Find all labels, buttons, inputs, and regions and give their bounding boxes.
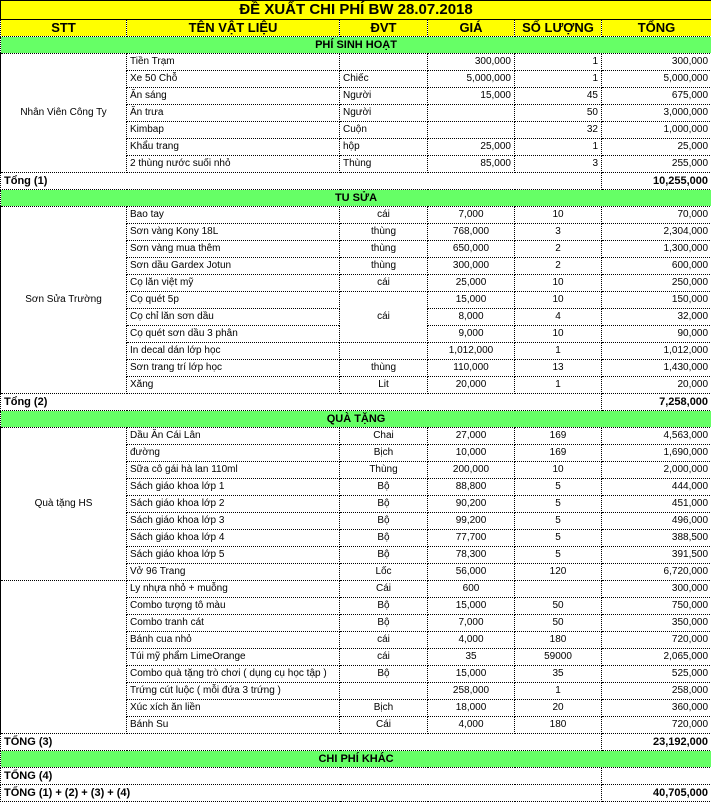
item-total[interactable]: 496,000 xyxy=(602,513,711,530)
total-row-3 xyxy=(1,734,711,751)
item-price[interactable]: 258,000 xyxy=(428,683,515,700)
item-total[interactable]: 300,000 xyxy=(602,54,711,71)
item-qty[interactable]: 5 xyxy=(515,479,602,496)
item-total[interactable]: 3,000,000 xyxy=(602,105,711,122)
item-price[interactable]: 15,000 xyxy=(428,292,515,309)
item-unit[interactable]: Lit xyxy=(340,377,428,394)
item-unit[interactable] xyxy=(340,54,428,71)
item-name[interactable]: Sách giáo khoa lớp 3 xyxy=(127,513,340,530)
section-header-row xyxy=(1,190,711,207)
item-total[interactable]: 258,000 xyxy=(602,683,711,700)
header-qty[interactable]: SỐ LƯỢNG xyxy=(515,20,602,37)
item-price[interactable]: 300,000 xyxy=(428,258,515,275)
item-qty[interactable] xyxy=(515,581,602,598)
item-name[interactable]: Sữa cô gái hà lan 110ml xyxy=(127,462,340,479)
item-qty[interactable]: 180 xyxy=(515,717,602,734)
item-name[interactable]: Túi mỹ phẩm LimeOrange xyxy=(127,649,340,666)
item-total[interactable]: 600,000 xyxy=(602,258,711,275)
item-qty[interactable]: 120 xyxy=(515,564,602,581)
item-unit[interactable]: Bộ xyxy=(340,479,428,496)
table-row xyxy=(1,54,711,71)
item-qty[interactable]: 1 xyxy=(515,377,602,394)
item-unit[interactable] xyxy=(340,683,428,700)
table-row xyxy=(1,428,711,445)
total-row-2 xyxy=(1,394,711,411)
item-unit[interactable]: Lốc xyxy=(340,564,428,581)
item-qty[interactable]: 3 xyxy=(515,156,602,173)
item-unit[interactable]: Chai xyxy=(340,428,428,445)
item-name[interactable]: Khẩu trang xyxy=(127,139,340,156)
total-label[interactable]: TỔNG (4) xyxy=(1,768,602,785)
item-qty[interactable]: 5 xyxy=(515,547,602,564)
item-total[interactable]: 675,000 xyxy=(602,88,711,105)
item-qty[interactable]: 10 xyxy=(515,292,602,309)
item-unit[interactable]: thùng xyxy=(340,224,428,241)
item-total[interactable]: 1,000,000 xyxy=(602,122,711,139)
item-price[interactable]: 25,000 xyxy=(428,275,515,292)
item-qty[interactable]: 1 xyxy=(515,54,602,71)
item-unit[interactable]: Bộ xyxy=(340,666,428,683)
item-name[interactable]: Ăn sáng xyxy=(127,88,340,105)
item-qty[interactable]: 50 xyxy=(515,105,602,122)
item-total[interactable]: 1,690,000 xyxy=(602,445,711,462)
item-qty[interactable]: 1 xyxy=(515,343,602,360)
item-name[interactable]: Xăng xyxy=(127,377,340,394)
item-total[interactable]: 250,000 xyxy=(602,275,711,292)
item-price[interactable]: 15,000 xyxy=(428,598,515,615)
item-qty[interactable]: 50 xyxy=(515,615,602,632)
item-qty[interactable]: 13 xyxy=(515,360,602,377)
item-price[interactable]: 768,000 xyxy=(428,224,515,241)
total-value[interactable]: 10,255,000 xyxy=(602,173,711,190)
item-unit[interactable]: Bộ xyxy=(340,530,428,547)
section-header-row xyxy=(1,751,711,768)
item-qty[interactable]: 32 xyxy=(515,122,602,139)
item-qty[interactable]: 4 xyxy=(515,309,602,326)
header-name[interactable]: TÊN VẬT LIỆU xyxy=(127,20,340,37)
item-total[interactable]: 90,000 xyxy=(602,326,711,343)
table-row xyxy=(1,581,711,598)
item-price[interactable]: 35 xyxy=(428,649,515,666)
item-total[interactable]: 20,000 xyxy=(602,377,711,394)
item-unit[interactable]: Bộ xyxy=(340,615,428,632)
item-total[interactable]: 444,000 xyxy=(602,479,711,496)
item-unit[interactable]: Người xyxy=(340,105,428,122)
item-total[interactable]: 2,065,000 xyxy=(602,649,711,666)
header-stt[interactable]: STT xyxy=(1,20,127,37)
item-price[interactable]: 90,200 xyxy=(428,496,515,513)
item-total[interactable]: 360,000 xyxy=(602,700,711,717)
item-price[interactable]: 4,000 xyxy=(428,717,515,734)
total-row-1 xyxy=(1,173,711,190)
item-total[interactable]: 451,000 xyxy=(602,496,711,513)
header-price[interactable]: GIÁ xyxy=(428,20,515,37)
item-name[interactable]: Ăn trưa xyxy=(127,105,340,122)
group-label[interactable]: Quà tặng HS xyxy=(1,428,127,581)
item-unit[interactable]: hộp xyxy=(340,139,428,156)
total-label[interactable]: Tổng (1) xyxy=(1,173,602,190)
item-qty[interactable]: 1 xyxy=(515,139,602,156)
item-price[interactable]: 10,000 xyxy=(428,445,515,462)
item-price[interactable]: 7,000 xyxy=(428,615,515,632)
item-unit[interactable] xyxy=(340,343,428,360)
item-unit[interactable]: thùng xyxy=(340,360,428,377)
item-price[interactable]: 200,000 xyxy=(428,462,515,479)
total-value[interactable]: 23,192,000 xyxy=(602,734,711,751)
item-unit[interactable]: Thùng xyxy=(340,156,428,173)
item-qty[interactable]: 2 xyxy=(515,258,602,275)
sheet-title[interactable]: ĐỀ XUẤT CHI PHÍ BW 28.07.2018 xyxy=(1,1,711,20)
item-total[interactable]: 1,300,000 xyxy=(602,241,711,258)
item-name[interactable]: Sơn vàng mua thêm xyxy=(127,241,340,258)
section-title[interactable]: TU SỬA xyxy=(1,190,711,207)
item-name[interactable]: Cọ quét 5p xyxy=(127,292,340,309)
item-name[interactable]: đường xyxy=(127,445,340,462)
item-unit[interactable]: Thùng xyxy=(340,462,428,479)
item-qty[interactable]: 169 xyxy=(515,428,602,445)
item-price[interactable]: 99,200 xyxy=(428,513,515,530)
total-row-4 xyxy=(1,768,711,785)
total-value[interactable]: 7,258,000 xyxy=(602,394,711,411)
item-unit[interactable]: Bịch xyxy=(340,445,428,462)
item-total[interactable]: 255,000 xyxy=(602,156,711,173)
item-name[interactable]: Cọ lăn việt mỹ xyxy=(127,275,340,292)
item-name[interactable]: Sách giáo khoa lớp 1 xyxy=(127,479,340,496)
item-total[interactable]: 1,012,000 xyxy=(602,343,711,360)
item-unit[interactable]: Bộ xyxy=(340,598,428,615)
item-unit[interactable]: cái xyxy=(340,632,428,649)
item-price[interactable]: 4,000 xyxy=(428,632,515,649)
total-label[interactable]: TỔNG (1) + (2) + (3) + (4) xyxy=(1,785,602,802)
item-total[interactable]: 70,000 xyxy=(602,207,711,224)
group-label[interactable]: Nhân Viên Công Ty xyxy=(1,54,127,173)
item-name[interactable]: Ly nhựa nhỏ + muỗng xyxy=(127,581,340,598)
item-qty[interactable]: 35 xyxy=(515,666,602,683)
item-qty[interactable]: 180 xyxy=(515,632,602,649)
item-name[interactable]: Dầu Ăn Cái Lân xyxy=(127,428,340,445)
item-qty[interactable]: 5 xyxy=(515,496,602,513)
item-name[interactable]: Kimbap xyxy=(127,122,340,139)
item-price[interactable] xyxy=(428,122,515,139)
item-qty[interactable]: 169 xyxy=(515,445,602,462)
item-total[interactable]: 1,430,000 xyxy=(602,360,711,377)
group-label[interactable] xyxy=(1,581,127,734)
item-name[interactable]: Combo tranh cát xyxy=(127,615,340,632)
item-qty[interactable]: 5 xyxy=(515,513,602,530)
item-name[interactable]: Bánh Su xyxy=(127,717,340,734)
item-price[interactable]: 600 xyxy=(428,581,515,598)
item-total[interactable]: 2,304,000 xyxy=(602,224,711,241)
total-value[interactable] xyxy=(602,768,711,785)
item-name[interactable]: Trứng cút luộc ( mỗi đứa 3 trứng ) xyxy=(127,683,340,700)
item-name[interactable]: Cọ quét sơn dầu 3 phân xyxy=(127,326,340,343)
item-price[interactable]: 15,000 xyxy=(428,88,515,105)
item-qty[interactable]: 10 xyxy=(515,326,602,343)
item-qty[interactable]: 10 xyxy=(515,207,602,224)
item-name[interactable]: Sơn vàng Kony 18L xyxy=(127,224,340,241)
item-name[interactable]: Sách giáo khoa lớp 5 xyxy=(127,547,340,564)
item-price[interactable]: 5,000,000 xyxy=(428,71,515,88)
item-price[interactable] xyxy=(428,105,515,122)
item-total[interactable]: 720,000 xyxy=(602,632,711,649)
item-price[interactable]: 650,000 xyxy=(428,241,515,258)
item-unit[interactable]: thùng xyxy=(340,241,428,258)
item-name[interactable]: Xúc xích ăn liền xyxy=(127,700,340,717)
item-unit[interactable]: thùng xyxy=(340,258,428,275)
item-unit[interactable]: Bộ xyxy=(340,547,428,564)
item-qty[interactable]: 5 xyxy=(515,530,602,547)
item-price[interactable]: 9,000 xyxy=(428,326,515,343)
item-unit[interactable]: Người xyxy=(340,88,428,105)
item-total[interactable]: 6,720,000 xyxy=(602,564,711,581)
item-name[interactable]: Bao tay xyxy=(127,207,340,224)
item-total[interactable]: 750,000 xyxy=(602,598,711,615)
item-price[interactable]: 25,000 xyxy=(428,139,515,156)
item-price[interactable]: 77,700 xyxy=(428,530,515,547)
item-name[interactable]: Cọ chỉ lăn sơn dầu xyxy=(127,309,340,326)
item-name[interactable]: Sơn dầu Gardex Jotun xyxy=(127,258,340,275)
item-unit[interactable]: Bộ xyxy=(340,513,428,530)
item-qty[interactable]: 2 xyxy=(515,241,602,258)
item-unit[interactable]: Chiếc xyxy=(340,71,428,88)
item-price[interactable]: 18,000 xyxy=(428,700,515,717)
item-name[interactable]: Sách giáo khoa lớp 2 xyxy=(127,496,340,513)
item-total[interactable]: 32,000 xyxy=(602,309,711,326)
item-price[interactable]: 110,000 xyxy=(428,360,515,377)
item-total[interactable]: 2,000,000 xyxy=(602,462,711,479)
item-unit[interactable]: Cái xyxy=(340,581,428,598)
item-price[interactable]: 56,000 xyxy=(428,564,515,581)
item-unit[interactable]: cái xyxy=(340,207,428,224)
header-total[interactable]: TỔNG xyxy=(602,20,711,37)
item-qty[interactable]: 3 xyxy=(515,224,602,241)
item-qty[interactable]: 45 xyxy=(515,88,602,105)
item-unit[interactable]: Cái xyxy=(340,717,428,734)
item-price[interactable]: 85,000 xyxy=(428,156,515,173)
item-name[interactable]: 2 thùng nước suối nhỏ xyxy=(127,156,340,173)
item-unit[interactable]: Bịch xyxy=(340,700,428,717)
header-unit[interactable]: ĐVT xyxy=(340,20,428,37)
item-price[interactable]: 1,012,000 xyxy=(428,343,515,360)
item-name[interactable]: Xe 50 Chỗ xyxy=(127,71,340,88)
item-total[interactable]: 4,563,000 xyxy=(602,428,711,445)
item-name[interactable]: Tiền Trạm xyxy=(127,54,340,71)
item-price[interactable]: 7,000 xyxy=(428,207,515,224)
item-qty[interactable]: 20 xyxy=(515,700,602,717)
item-unit[interactable]: Cuộn xyxy=(340,122,428,139)
item-qty[interactable]: 10 xyxy=(515,275,602,292)
item-name[interactable]: Vở 96 Trang xyxy=(127,564,340,581)
item-total[interactable]: 525,000 xyxy=(602,666,711,683)
item-qty[interactable]: 1 xyxy=(515,683,602,700)
item-price[interactable]: 15,000 xyxy=(428,666,515,683)
section-title[interactable]: QUÀ TẶNG xyxy=(1,411,711,428)
item-price[interactable]: 20,000 xyxy=(428,377,515,394)
item-price[interactable]: 8,000 xyxy=(428,309,515,326)
total-label[interactable]: TỔNG (3) xyxy=(1,734,602,751)
total-value[interactable]: 40,705,000 xyxy=(602,785,711,802)
item-unit[interactable]: cái xyxy=(340,649,428,666)
item-qty[interactable]: 1 xyxy=(515,71,602,88)
item-total[interactable]: 150,000 xyxy=(602,292,711,309)
section-header-row xyxy=(1,37,711,54)
item-total[interactable]: 388,500 xyxy=(602,530,711,547)
item-name[interactable]: Combo tượng tô màu xyxy=(127,598,340,615)
table-row xyxy=(1,207,711,224)
item-total[interactable]: 5,000,000 xyxy=(602,71,711,88)
total-label[interactable]: Tổng (2) xyxy=(1,394,602,411)
section-header-row xyxy=(1,411,711,428)
item-price[interactable]: 88,800 xyxy=(428,479,515,496)
grand-total-row xyxy=(1,785,711,802)
item-name[interactable]: Bánh cua nhỏ xyxy=(127,632,340,649)
item-total[interactable]: 25,000 xyxy=(602,139,711,156)
item-total[interactable]: 350,000 xyxy=(602,615,711,632)
group-label[interactable]: Sơn Sửa Trường xyxy=(1,207,127,394)
section-title[interactable]: CHI PHÍ KHÁC xyxy=(1,751,711,768)
item-price[interactable]: 300,000 xyxy=(428,54,515,71)
item-unit[interactable]: cái xyxy=(340,275,428,292)
item-price[interactable]: 78,300 xyxy=(428,547,515,564)
item-qty[interactable]: 10 xyxy=(515,462,602,479)
item-price[interactable]: 27,000 xyxy=(428,428,515,445)
item-qty[interactable]: 50 xyxy=(515,598,602,615)
item-name[interactable]: Sách giáo khoa lớp 4 xyxy=(127,530,340,547)
item-name[interactable]: Sơn trang trí lớp học xyxy=(127,360,340,377)
item-name[interactable]: In decal dán lớp học xyxy=(127,343,340,360)
item-total[interactable]: 391,500 xyxy=(602,547,711,564)
item-total[interactable]: 720,000 xyxy=(602,717,711,734)
item-name[interactable]: Combo quà tặng trò chơi ( dụng cụ học tập ) xyxy=(127,666,340,683)
item-total[interactable]: 300,000 xyxy=(602,581,711,598)
item-qty[interactable]: 59000 xyxy=(515,649,602,666)
item-unit[interactable]: cái xyxy=(340,292,428,343)
item-unit[interactable]: Bộ xyxy=(340,496,428,513)
section-title[interactable]: PHÍ SINH HOẠT xyxy=(1,37,711,54)
